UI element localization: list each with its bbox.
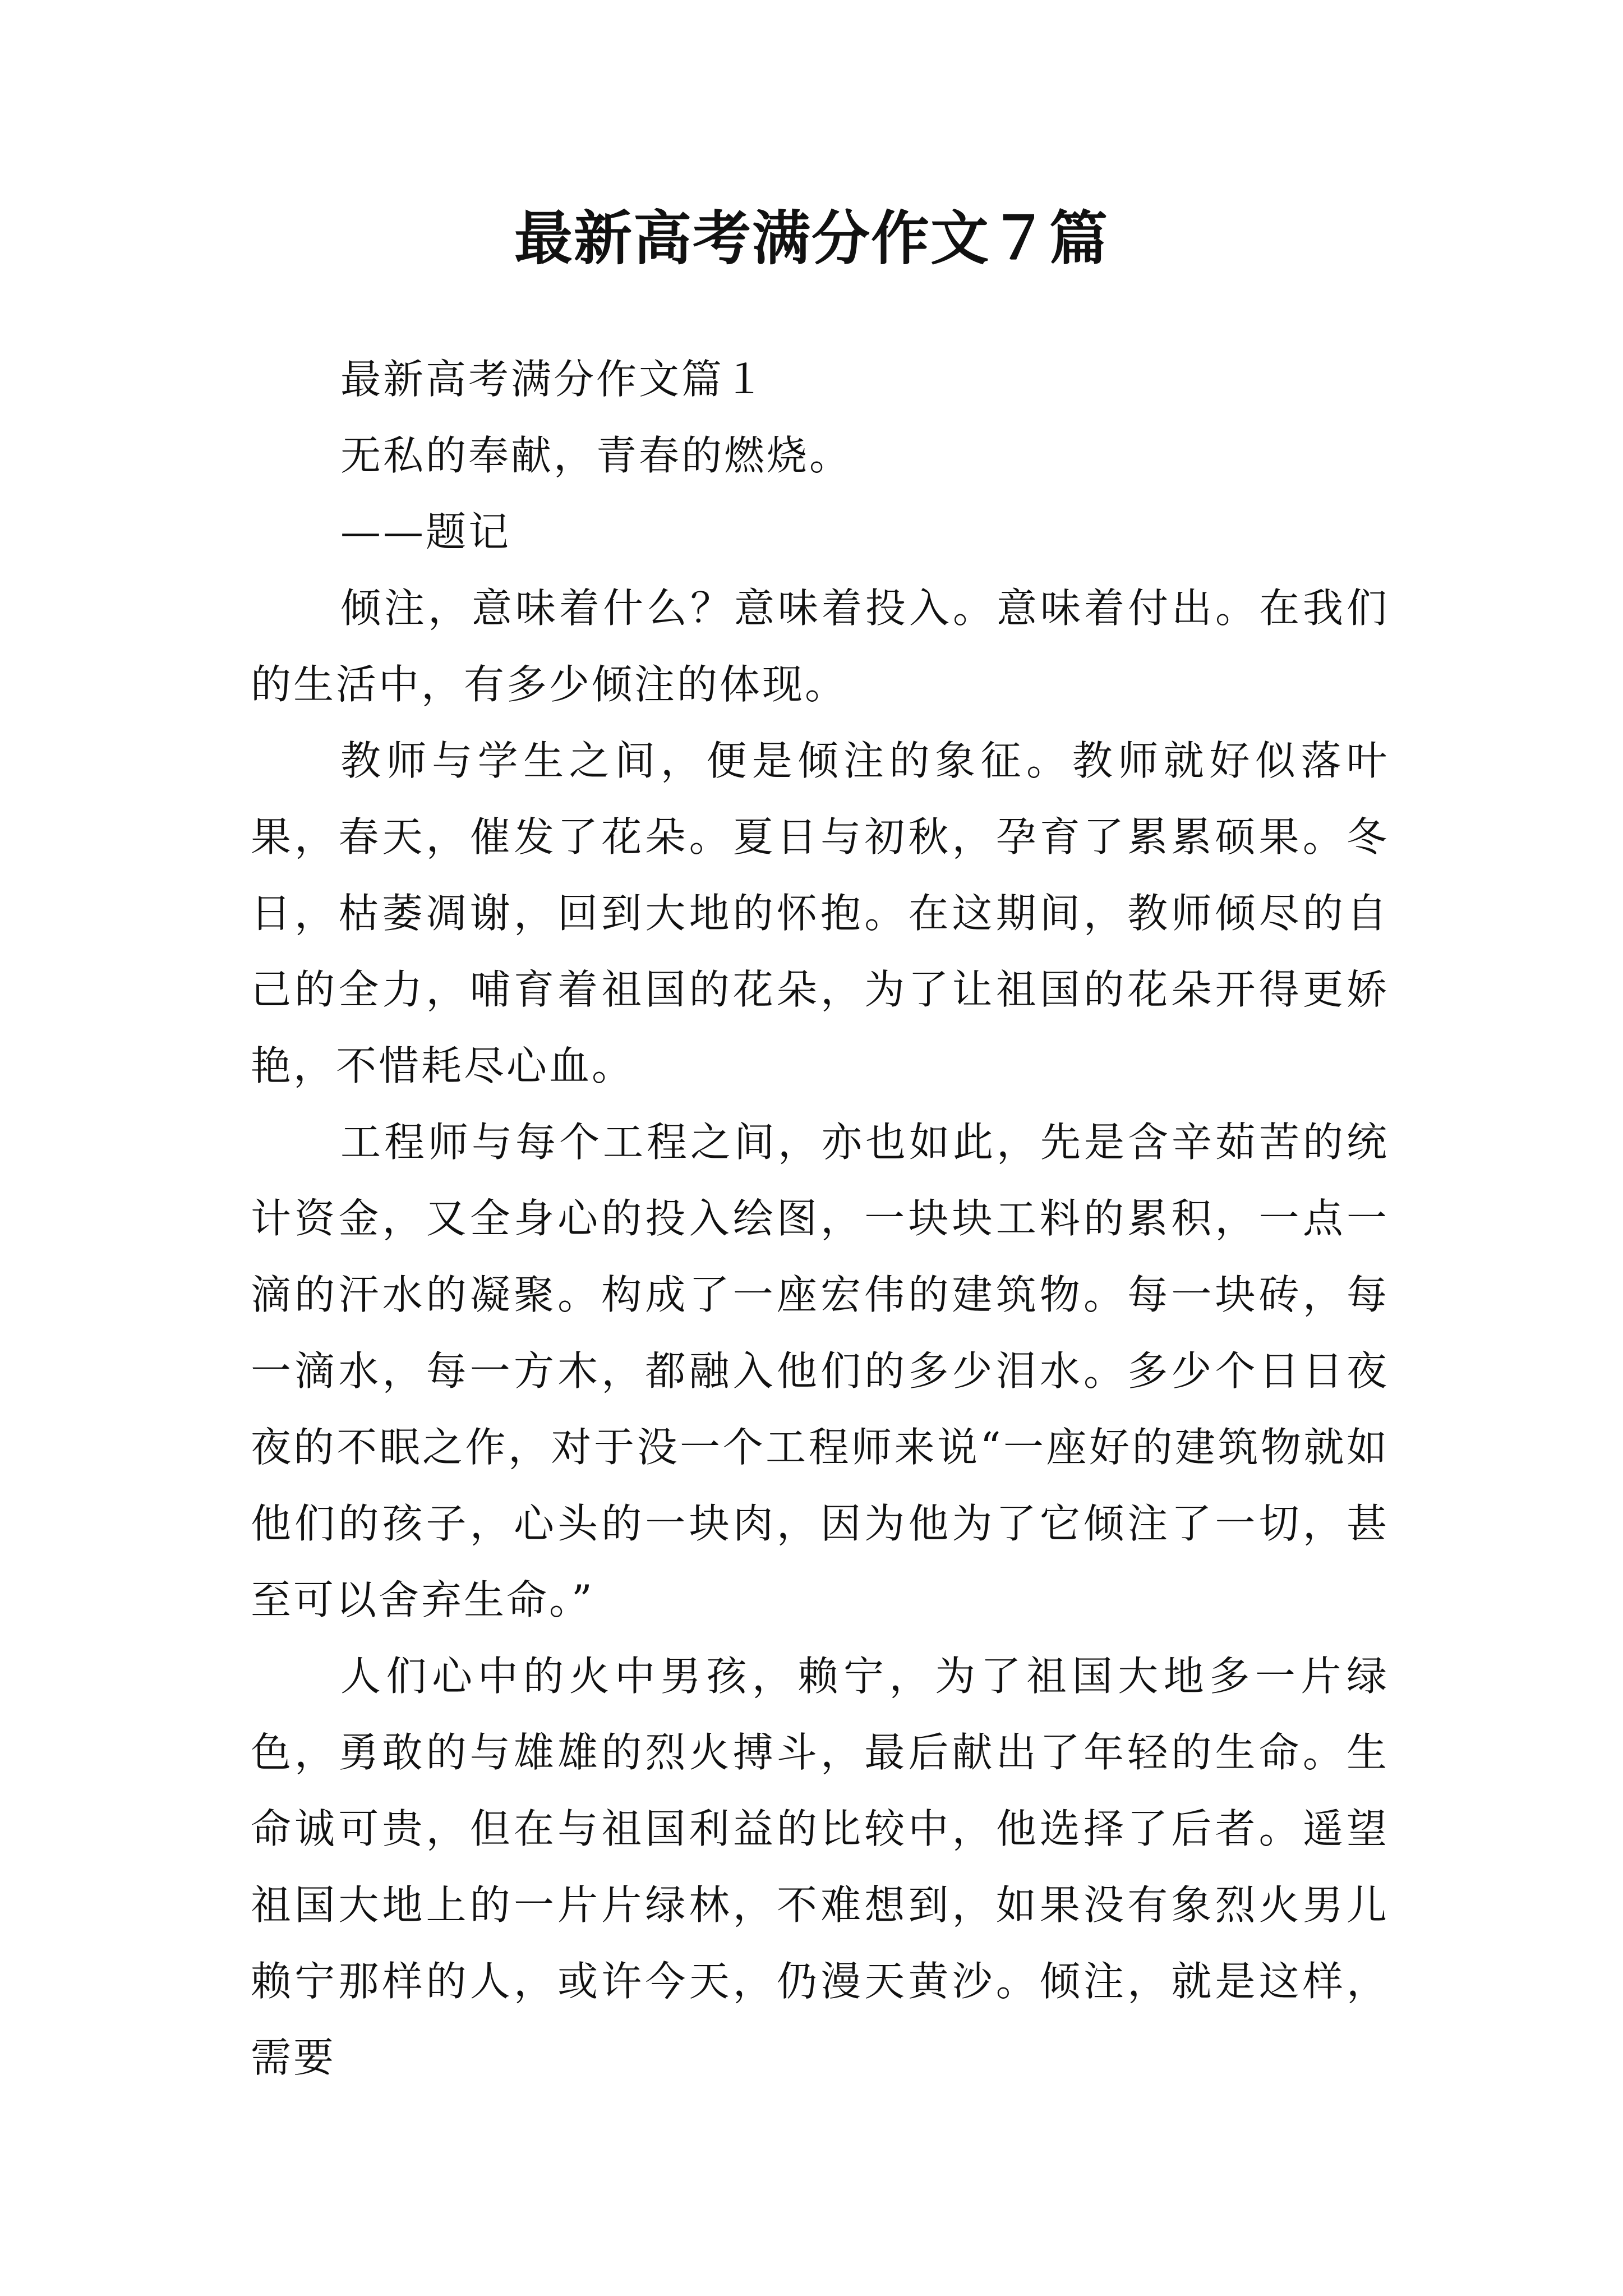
body-paragraph: 教师与学生之间，便是倾注的象征。教师就好似落叶果，春天，催发了花朵。夏日与初秋，孕育了累累硕果。冬日，枯萎凋谢，回到大地的怀抱。在这期间，教师倾尽的自己的全力，哺育着祖国的花朵，为了让祖国的花朵开得更娇艳，不惜耗尽心血。 [251,737,1389,1089]
epigraph-attribution: ——题记 [340,508,511,555]
body-paragraph: 工程师与每个工程之间，亦也如此，先是含辛茹苦的统计资金，又全身心的投入绘图，一块块工料的累积，一点一滴的汗水的凝聚。构成了一座宏伟的建筑物。每一块砖，每一滴水，每一方木，都融入他们的多少泪水。多少个日日夜夜的不眠之作，对于没一个工程师来说“一座好的建筑物就如他们的孩子，心头的一块肉，因为他为了它倾注了一切，甚至可以舍弃生命。” [251,1119,1389,1623]
document-title: 最新高考满分作文７篇 [514,204,1109,273]
essay-heading: 最新高考满分作文篇１ [340,356,767,403]
epigraph: 无私的奉献，青春的燃烧。 [340,432,852,479]
document-body [251,341,1389,2096]
body-paragraph: 倾注，意味着什么？意味着投入。意味着付出。在我们的生活中，有多少倾注的体现。 [251,585,1389,708]
body-paragraph: 人们心中的火中男孩，赖宁，为了祖国大地多一片绿色，勇敢的与雄雄的烈火搏斗，最后献出了年轻的生命。生命诚可贵，但在与祖国利益的比较中，他选择了后者。遥望祖国大地上的一片片绿林，不难想到，如果没有象烈火男儿赖宁那样的人，或许今天，仍漫天黄沙。倾注，就是这样，需要 [251,1653,1389,2081]
